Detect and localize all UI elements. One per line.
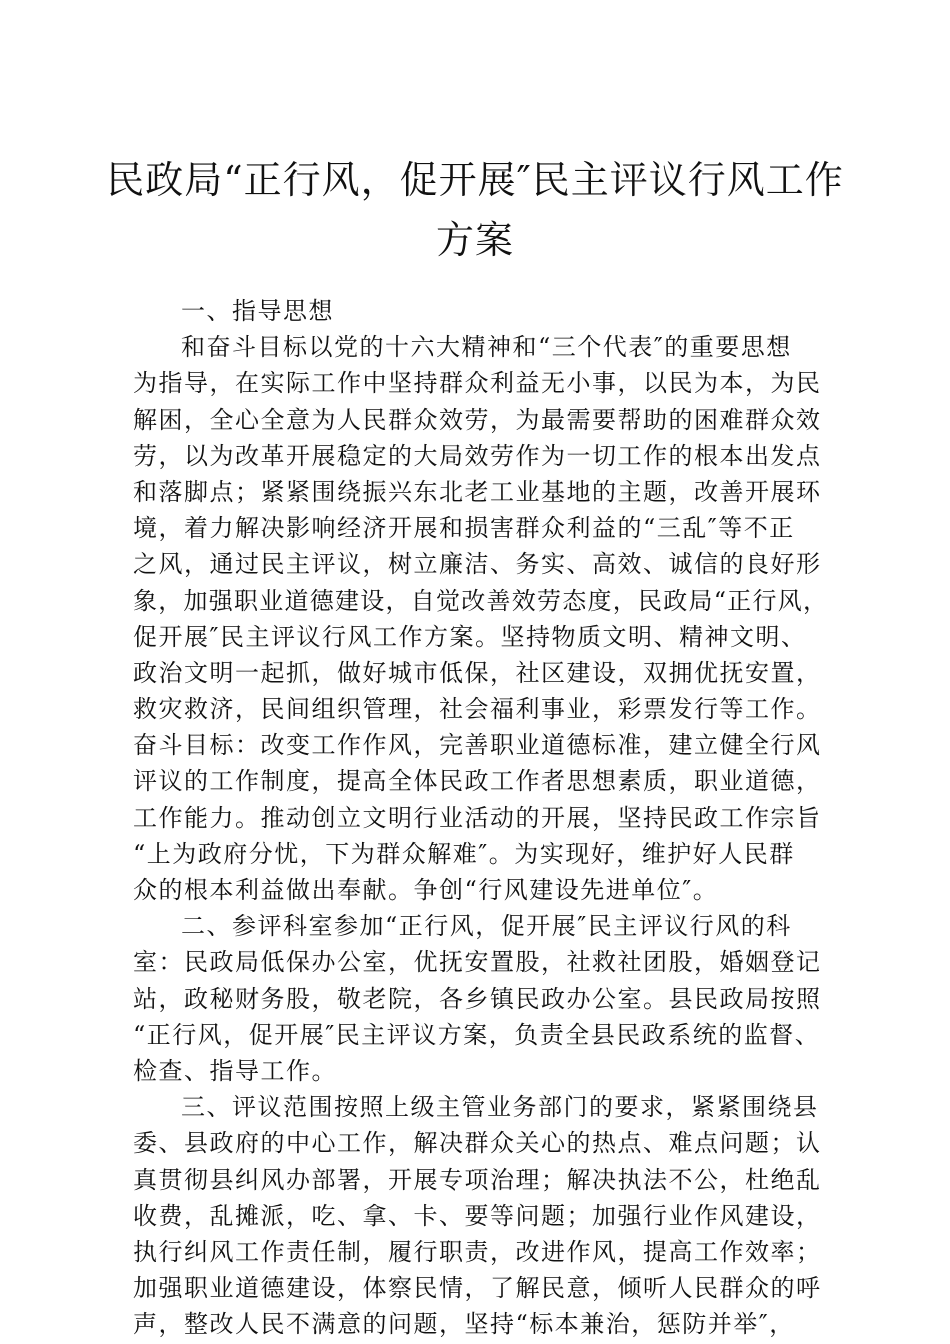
body-line: 执行纠风工作责任制，履行职责，改进作风，提高工作效率； [133,1237,822,1266]
body-line: 真贯彻县纠风办部署，开展专项治理；解决执法不公，杜绝乱 [133,1165,822,1194]
body-line: 和落脚点；紧紧围绕振兴东北老工业基地的主题，改善开展环 [133,477,822,506]
body-line: 众的根本利益做出奉献。争创“行风建设先进单位″。 [133,876,719,904]
document-title-line-2: 方案 [435,218,514,262]
document-title-line-1: 民政局“正行风，促开展″民主评议行风工作 [106,158,844,202]
body-line: 为指导，在实际工作中坚持群众利益无小事，以民为本，为民 [133,369,822,398]
document-body [133,293,829,1342]
body-line: 政治文明一起抓，做好城市低保，社区建设，双拥优抚安置， [133,658,822,687]
body-line: 加强职业道德建设，体察民情，了解民意，倾听人民群众的呼 [133,1274,822,1303]
body-line: 工作能力。推动创立文明行业活动的开展，坚持民政工作宗旨 [133,803,822,832]
body-line: 三、评议范围按照上级主管业务部门的要求，紧紧围绕县 [181,1093,819,1122]
body-line: 委、县政府的中心工作，解决群众关心的热点、难点问题；认 [133,1129,822,1158]
body-line: 促开展″民主评议行风工作方案。坚持物质文明、精神文明、 [133,622,807,651]
body-line: 声，整改人民不满意的问题，坚持“标本兼治，惩防并举″， [133,1310,795,1339]
body-line: 一、指导思想 [181,297,334,325]
body-line: 站，政秘财务股，敬老院，各乡镇民政办公室。县民政局按照 [133,984,822,1013]
body-line: 救灾救济，民间组织管理，社会福利事业，彩票发行等工作。 [133,695,822,724]
body-line: 境，着力解决影响经济开展和损害群众利益的“三乱″等不正 [133,514,795,543]
body-line: 象，加强职业道德建设，自觉改善效劳态度，民政局“正行风， [133,586,829,615]
body-line: “上为政府分忧，下为群众解难″。为实现好，维护好人民群 [133,839,795,868]
body-line: 评议的工作制度，提高全体民政工作者思想素质，职业道德， [133,767,822,796]
body-line: “正行风，促开展″民主评议方案，负责全县民政系统的监督、 [133,1020,821,1049]
body-line: 收费，乱摊派，吃、拿、卡、要等问题；加强行业作风建设， [133,1201,822,1230]
body-line: 室：民政局低保办公室，优抚安置股，社救社团股，婚姻登记 [133,948,822,977]
body-line: 奋斗目标：改变工作作风，完善职业道德标准，建立健全行风 [133,731,822,760]
body-line: 二、参评科室参加“正行风，促开展″民主评议行风的科 [181,912,792,941]
body-line: 之风，通过民主评议，树立廉洁、务实、高效、诚信的良好形 [133,550,822,579]
body-line: 劳，以为改革开展稳定的大局效劳作为一切工作的根本出发点 [133,441,822,470]
body-line: 和奋斗目标以党的十六大精神和“三个代表″的重要思想 [181,333,792,362]
body-line: 解困，全心全意为人民群众效劳，为最需要帮助的困难群众效 [133,405,822,434]
body-line: 检查、指导工作。 [133,1056,337,1085]
